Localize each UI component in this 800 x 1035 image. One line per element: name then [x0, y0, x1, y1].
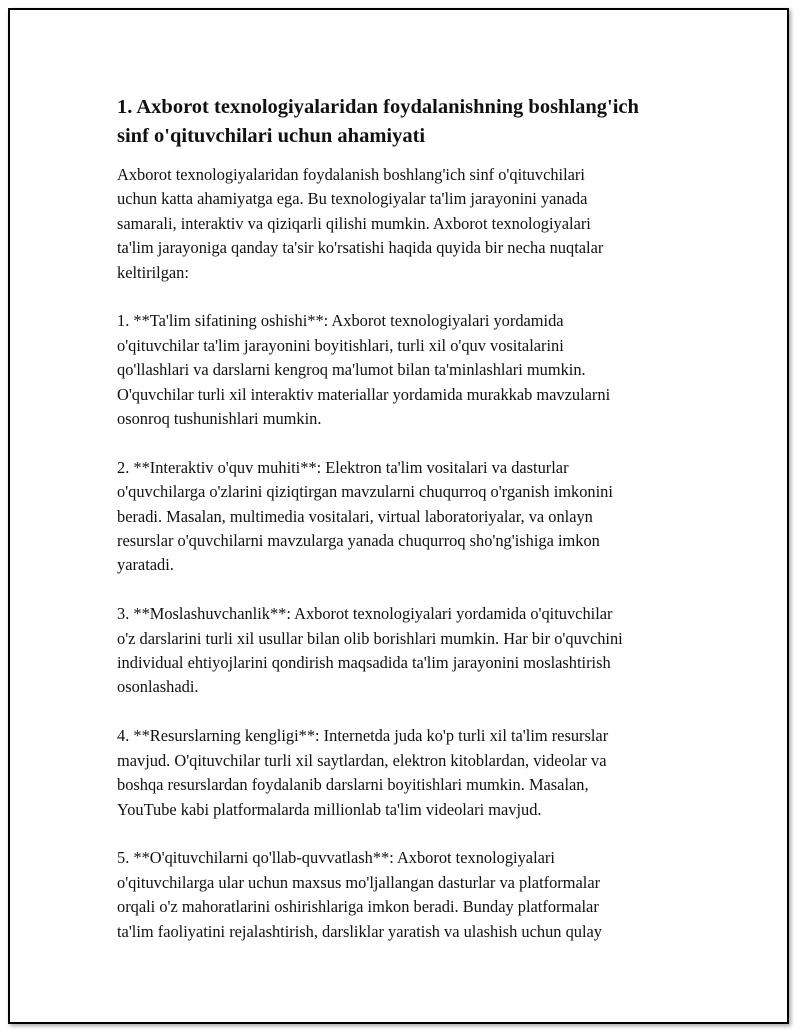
text-line: 4. **Resurslarning kengligi**: Internetda juda ko'p turli xil ta'lim resurslar — [117, 726, 609, 746]
text-line: Axborot texnologiyalaridan foydalanish boshlang'ich sinf o'qituvchilari — [117, 165, 585, 184]
text-line: YouTube kabi platformalarda millionlab ta'lim videolari mavjud. — [117, 799, 542, 819]
list-item-paragraph-5 — [117, 846, 692, 944]
text-line: orqali o'z mahoratlarini oshirishlariga imkon beradi. Bunday platformalar — [117, 897, 599, 917]
document-body — [117, 93, 692, 968]
text-line: osonroq tushunishlari mumkin. — [117, 409, 322, 429]
text-line: samarali, interaktiv va qiziqarli qilishi mumkin. Axborot texnologiyalari — [117, 213, 591, 233]
text-line: ta'lim jarayoniga qanday ta'sir ko'rsatishi haqida quyida bir necha nuqtalar — [117, 238, 604, 258]
text-line: individual ehtiyojlarini qondirish maqsadida ta'lim jarayonini moslashtirish — [117, 653, 611, 673]
text-line: O'quvchilar turli xil interaktiv materiallar yordamida murakkab mavzularni — [117, 384, 611, 404]
text-line: uchun katta ahamiyatga ega. Bu texnologiyalar ta'lim jarayonini yanada — [117, 189, 588, 209]
list-item-paragraph-2 — [117, 456, 692, 578]
text-line: 2. **Interaktiv o'quv muhiti**: Elektron ta'lim vositalari va dasturlar — [117, 457, 569, 477]
text-line: 1. **Ta'lim sifatining oshishi**: Axborot texnologiyalari yordamida — [117, 311, 564, 331]
text-line: osonlashadi. — [117, 677, 199, 697]
title-line: sinf o'qituvchilari uchun ahamiyati — [117, 125, 426, 147]
text-line: 3. **Moslashuvchanlik**: Axborot texnologiyalari yordamida o'qituvchilar — [117, 604, 613, 624]
text-line: o'z darslarini turli xil usullar bilan olib borishlari mumkin. Har bir o'quvchini — [117, 628, 623, 648]
text-line: o'quvchilarga o'zlarini qiziqtirgan mavzularni chuqurroq o'rganish imkonini — [117, 482, 613, 502]
list-item-paragraph-3 — [117, 602, 692, 700]
text-line: boshqa resurslardan foydalanib darslarni boyitishlari mumkin. Masalan, — [117, 775, 589, 795]
text-line: o'qituvchilar ta'lim jarayonini boyitishlari, turli xil o'quv vositalarini — [117, 335, 564, 355]
title-line: 1. Axborot texnologiyalaridan foydalanishning boshlang'ich — [117, 96, 639, 118]
intro-paragraph — [117, 163, 692, 285]
text-line: 5. **O'qituvchilarni qo'llab-quvvatlash**: Axborot texnologiyalari — [117, 848, 555, 868]
text-line: mavjud. O'qituvchilar turli xil saytlardan, elektron kitoblardan, videolar va — [117, 750, 607, 770]
text-line: ta'lim faoliyatini rejalashtirish, darsliklar yaratish va ulashish uchun qulay — [117, 921, 602, 941]
text-line: keltirilgan: — [117, 262, 189, 282]
list-item-paragraph-4 — [117, 724, 692, 822]
text-line: o'qituvchilarga ular uchun maxsus mo'ljallangan dasturlar va platformalar — [117, 872, 601, 892]
text-line: qo'llashlari va darslarni kengroq ma'lumot bilan ta'minlashlari mumkin. — [117, 360, 586, 380]
text-line: resurslar o'quvchilarni mavzularga yanada chuqurroq sho'ng'ishiga imkon — [117, 531, 600, 551]
list-item-paragraph-1 — [117, 309, 692, 431]
text-line: yaratadi. — [117, 555, 174, 575]
text-line: beradi. Masalan, multimedia vositalari, virtual laboratoriyalar, va onlayn — [117, 506, 593, 526]
document-title — [117, 93, 692, 151]
